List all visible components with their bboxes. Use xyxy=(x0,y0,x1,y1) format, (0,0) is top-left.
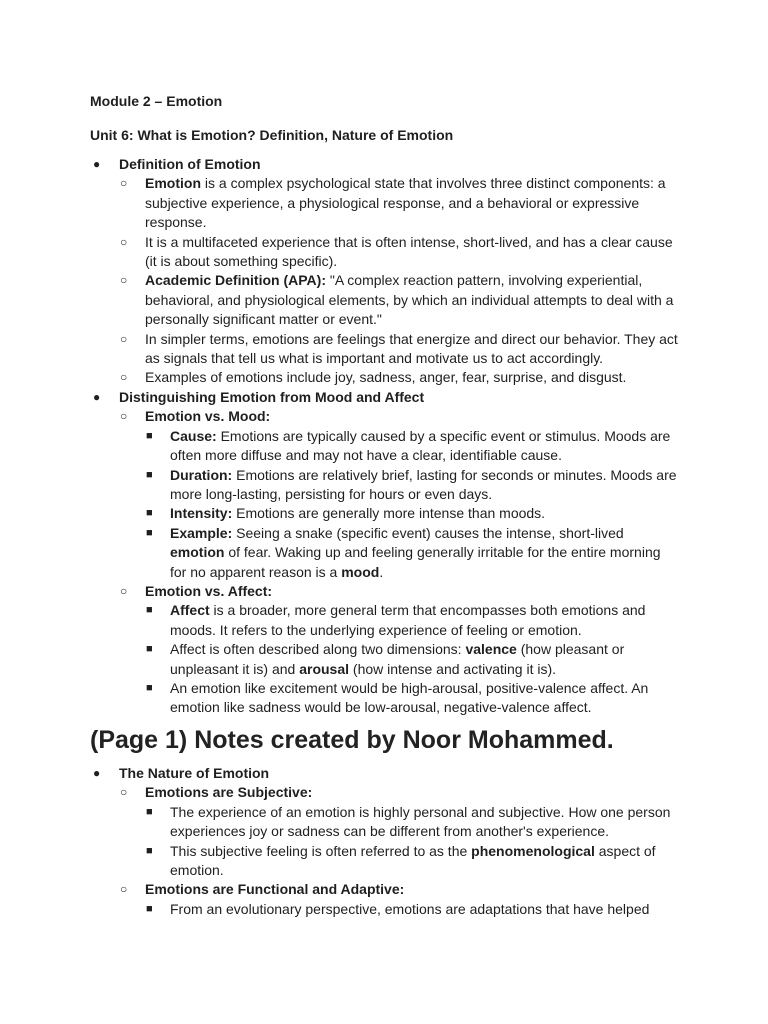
circle-bullet-icon: ○ xyxy=(120,409,128,424)
list-item: ■ An emotion like excitement would be high-arousal, positive-valence affect. An emotion like sadness would be low-arousal, negative-valence affect. xyxy=(146,679,649,716)
circle-bullet-icon: ○ xyxy=(120,583,128,598)
list-item: ■ Intensity: Emotions are generally more intense than moods. xyxy=(0,504,768,523)
bullet-icon: ● xyxy=(93,766,101,780)
notes-list-top xyxy=(0,155,768,718)
section-title: Definition of Emotion xyxy=(119,156,261,172)
square-bullet-icon: ■ xyxy=(146,429,153,442)
list-item: ○ Emotion vs. Mood: xyxy=(0,407,768,426)
section-title: Distinguishing Emotion from Mood and Affect xyxy=(119,388,425,405)
circle-bullet-icon: ○ xyxy=(120,370,128,385)
square-bullet-icon: ■ xyxy=(146,805,153,818)
list-item: ■ Affect is often described along two dimensions: valence (how pleasant or unpleasant it is) and arousal (how intense and activating it is). xyxy=(146,641,625,677)
circle-bullet-icon: ○ xyxy=(120,273,128,288)
square-bullet-icon: ■ xyxy=(146,468,153,481)
list-item: ■ From an evolutionary perspective, emotions are adaptations that have helped xyxy=(0,900,768,919)
list-item: ○ Academic Definition (APA): "A complex reaction pattern, involving experiential, behavioral, and physiological elements, by which an individual attempts to deal with a personally significant matter or event." xyxy=(120,272,674,328)
list-item xyxy=(0,388,768,407)
square-bullet-icon: ■ xyxy=(146,902,153,915)
list-item: ○ Examples of emotions include joy, sadness, anger, fear, surprise, and disgust. xyxy=(0,368,768,387)
list-item: ○ Emotion vs. Affect: xyxy=(0,582,768,601)
circle-bullet-icon: ○ xyxy=(120,234,128,249)
square-bullet-icon: ■ xyxy=(146,844,153,857)
list-item: ■ Duration: Emotions are relatively brief, lasting for seconds or minutes. Moods are more long-lasting, persisting for hours or even days. xyxy=(146,466,677,502)
circle-bullet-icon: ○ xyxy=(120,882,128,897)
list-item: ■ The experience of an emotion is highly personal and subjective. How one person experiences joy or sadness can be different from another's experience. xyxy=(146,803,671,840)
list-item: ○ Emotions are Subjective: xyxy=(0,783,768,802)
square-bullet-icon: ■ xyxy=(146,643,153,656)
unit-title: Unit 6: What is Emotion? Definition, Nature of Emotion xyxy=(90,127,454,143)
list-item: ■ Cause: Emotions are typically caused by a specific event or stimulus. Moods are often more diffuse and may not have a clear, identifiable cause. xyxy=(146,427,671,464)
list-item: ■ Affect is a broader, more general term that encompasses both emotions and moods. It refers to the underlying experience of feeling or emotion. xyxy=(146,602,646,638)
square-bullet-icon: ■ xyxy=(146,681,153,694)
list-item: ○ In simpler terms, emotions are feelings that energize and direct our behavior. They act as signals that tell us what is important and motivate us to act accordingly. xyxy=(120,330,678,367)
list-item: ○ Emotion is a complex psychological state that involves three distinct components: a subjective experience, a physiological response, and a behavioral or expressive response. xyxy=(120,175,666,231)
list-item xyxy=(0,764,768,783)
list-item: ○ Emotions are Functional and Adaptive: xyxy=(0,880,768,899)
square-bullet-icon: ■ xyxy=(146,507,153,520)
notes-list-bottom xyxy=(0,764,768,919)
list-item: ■ This subjective feeling is often referred to as the phenomenological aspect of emotion. xyxy=(146,842,656,879)
module-title: Module 2 – Emotion xyxy=(90,93,223,109)
bullet-icon: ● xyxy=(93,157,101,171)
list-item: ○ It is a multifaceted experience that is often intense, short-lived, and has a clear cause (it is about something specific). xyxy=(120,233,673,270)
list-item: ■ Example: Seeing a snake (specific event) causes the intense, short-lived emotion of fear. Waking up and feeling generally irritable for the entire morning for no apparent reason is a mood. xyxy=(146,524,661,580)
circle-bullet-icon: ○ xyxy=(120,785,128,800)
square-bullet-icon: ■ xyxy=(146,604,153,617)
bullet-icon: ● xyxy=(93,389,101,404)
section-title: The Nature of Emotion xyxy=(119,765,270,781)
page-heading: (Page 1) Notes created by Noor Mohammed. xyxy=(90,726,614,754)
list-item xyxy=(0,155,768,174)
square-bullet-icon: ■ xyxy=(146,526,153,539)
circle-bullet-icon: ○ xyxy=(120,331,128,346)
circle-bullet-icon: ○ xyxy=(120,176,128,191)
